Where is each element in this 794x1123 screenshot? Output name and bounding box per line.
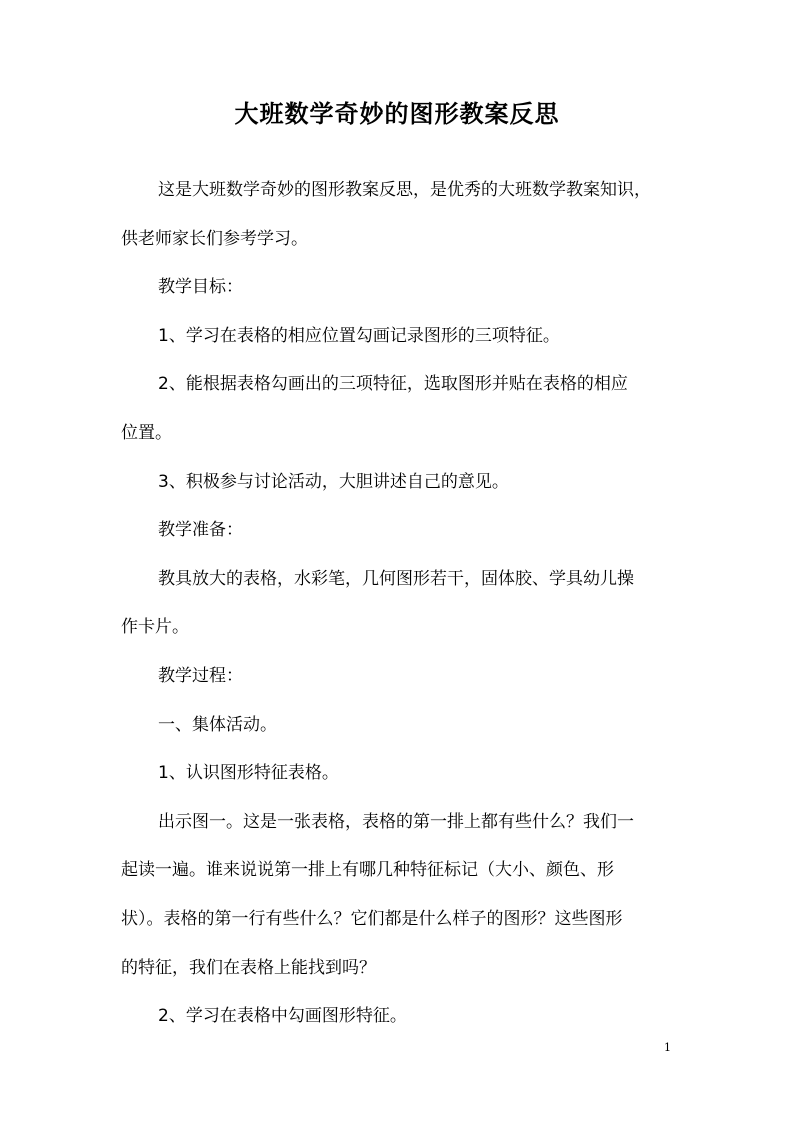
paragraph-line: 的特征，我们在表格上能找到吗？ — [121, 957, 376, 978]
paragraph-line: 这是大班数学奇妙的图形教案反思，是优秀的大班数学教案知识， — [158, 180, 651, 200]
paragraph-line: 作卡片。 — [121, 617, 189, 638]
document-body — [121, 166, 677, 1041]
paragraph-goal-1 — [121, 312, 677, 361]
paragraph-line: 2、学习在表格中勾画图形特征。 — [158, 1006, 407, 1027]
paragraph-preparation — [121, 555, 677, 652]
paragraph-line: 1、认识图形特征表格。 — [158, 763, 339, 784]
paragraph-goal-3 — [121, 458, 677, 507]
paragraph-heading-goals — [121, 263, 677, 312]
paragraph-line: 教具放大的表格，水彩笔，几何图形若干，固体胶、学具幼儿操 — [158, 568, 634, 589]
paragraph-heading-preparation — [121, 506, 677, 555]
paragraph-intro — [121, 166, 677, 263]
paragraph-line: 位置。 — [121, 422, 172, 443]
paragraph-section-1 — [121, 701, 677, 750]
page-number: 1 — [664, 1041, 671, 1054]
paragraph-line: 供老师家长们参考学习。 — [121, 228, 308, 249]
document-title: 大班数学奇妙的图形教案反思 — [234, 99, 560, 128]
paragraph-line: 教学准备： — [158, 520, 243, 541]
paragraph-line: 出示图一。这是一张表格，表格的第一排上都有些什么？我们一 — [158, 811, 634, 832]
paragraph-step-2 — [121, 992, 677, 1041]
paragraph-line: 1、学习在表格的相应位置勾画记录图形的三项特征。 — [158, 325, 560, 346]
paragraph-goal-2 — [121, 360, 677, 457]
paragraph-line: 教学目标： — [158, 277, 243, 298]
paragraph-line: 2、能根据表格勾画出的三项特征，选取图形并贴在表格的相应 — [158, 374, 628, 395]
paragraph-line: 教学过程： — [158, 665, 243, 686]
paragraph-line: 状）。表格的第一行有些什么？它们都是什么样子的图形？这些图形 — [121, 908, 623, 929]
paragraph-step-1-detail — [121, 798, 677, 992]
paragraph-heading-process — [121, 652, 677, 701]
paragraph-line: 一、集体活动。 — [158, 714, 277, 735]
paragraph-line: 3、积极参与讨论活动，大胆讲述自己的意见。 — [158, 471, 509, 492]
paragraph-step-1 — [121, 749, 677, 798]
paragraph-line: 起读一遍。谁来说说第一排上有哪几种特征标记（大小、颜色、形 — [121, 860, 614, 881]
